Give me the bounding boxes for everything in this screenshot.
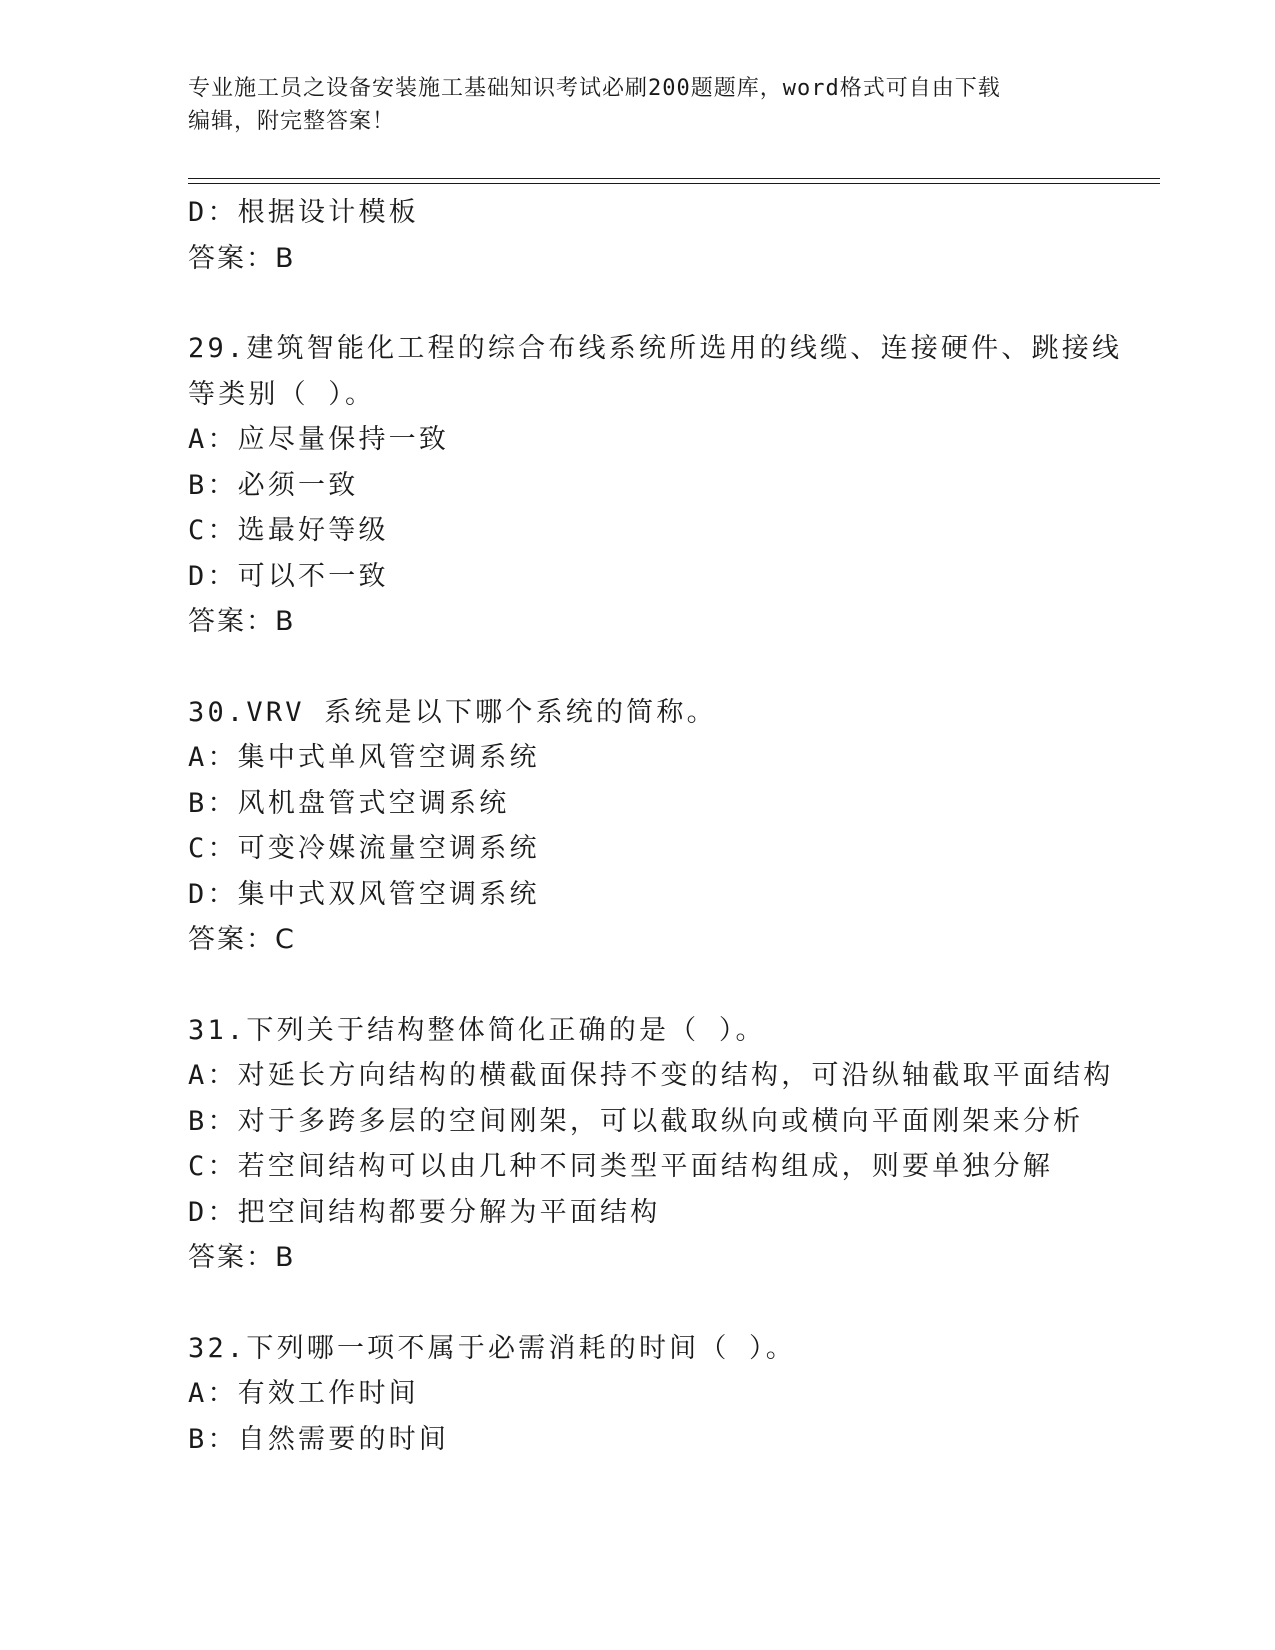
question-32: [188, 1326, 1088, 1463]
header-rule-bottom: [188, 183, 1160, 184]
option-d: D：把空间结构都要分解为平面结构: [188, 1196, 661, 1228]
answer: 答案：B: [188, 606, 296, 637]
carryover-question: [188, 190, 1088, 281]
question-stem: 31.下列关于结构整体简化正确的是（ ）。: [188, 1014, 766, 1046]
question-stem: 32.下列哪一项不属于必需消耗的时间（ ）。: [188, 1332, 796, 1364]
question-list: [188, 190, 1123, 1462]
spacer: [188, 963, 1088, 1008]
spacer: [188, 645, 1088, 690]
spacer: [188, 281, 1088, 326]
option-d: D：可以不一致: [188, 560, 389, 592]
option-b: B：必须一致: [188, 469, 359, 501]
option-c: C：可变冷媒流量空调系统: [188, 833, 540, 864]
header-rule-top: [188, 178, 1160, 179]
option-b: B：自然需要的时间: [188, 1423, 450, 1455]
option-a: A：对延长方向结构的横截面保持不变的结构，可沿纵轴截取平面结构: [188, 1060, 1114, 1091]
option-a: A：集中式单风管空调系统: [188, 742, 540, 773]
question-stem-continued: 等类别（ ）。: [188, 378, 376, 410]
document-header: [188, 72, 1088, 138]
header-title-line2: 编辑，附完整答案！: [188, 109, 396, 134]
question-30: [188, 690, 1088, 963]
answer: 答案：C: [188, 924, 296, 955]
option-d: D：集中式双风管空调系统: [188, 878, 540, 910]
spacer: [188, 1281, 1088, 1326]
question-31: [188, 1008, 1114, 1281]
option-c: C：选最好等级: [188, 515, 389, 546]
option-b: B：对于多跨多层的空间刚架，可以截取纵向或横向平面刚架来分析: [188, 1105, 1084, 1137]
question-stem: 30.VRV 系统是以下哪个系统的简称。: [188, 696, 717, 728]
header-title-line1: 专业施工员之设备安装施工基础知识考试必刷200题题库，word格式可自由下载: [188, 76, 1001, 101]
answer: 答案：B: [188, 242, 296, 274]
question-29: [188, 326, 1123, 645]
option-a: A：有效工作时间: [188, 1378, 419, 1409]
option-a: A：应尽量保持一致: [188, 424, 450, 455]
option-b: B：风机盘管式空调系统: [188, 787, 510, 819]
answer: 答案：B: [188, 1242, 296, 1273]
option-c: C：若空间结构可以由几种不同类型平面结构组成，则要单独分解: [188, 1151, 1054, 1182]
option-d: D：根据设计模板: [188, 197, 419, 228]
question-stem: 29.建筑智能化工程的综合布线系统所选用的线缆、连接硬件、跳接线: [188, 333, 1123, 364]
